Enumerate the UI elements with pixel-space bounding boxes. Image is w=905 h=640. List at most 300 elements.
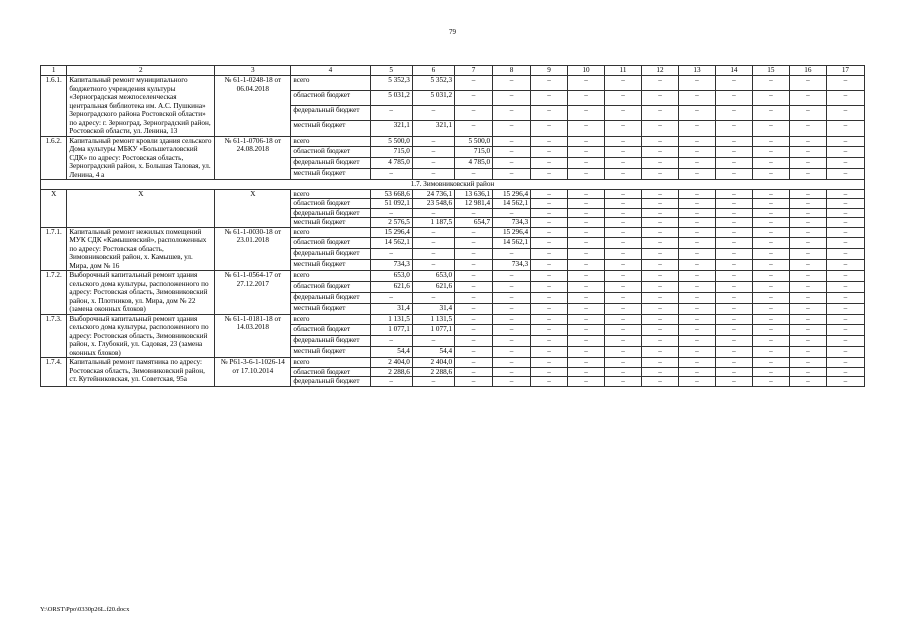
empty-cell: – (642, 147, 679, 158)
table-row (41, 314, 865, 325)
empty-cell: – (715, 314, 752, 325)
empty-cell: – (752, 314, 789, 325)
empty-cell: – (715, 260, 752, 271)
empty-cell: – (789, 303, 826, 314)
empty-cell: – (752, 238, 789, 249)
value-cell: – (493, 271, 531, 282)
empty-cell: – (715, 121, 752, 136)
section-row (41, 180, 865, 190)
value-cell: – (412, 336, 454, 347)
budget-label: всего (291, 358, 370, 368)
empty-cell: – (531, 147, 568, 158)
empty-cell: – (715, 208, 752, 218)
empty-cell: – (789, 238, 826, 249)
empty-cell: – (826, 271, 864, 282)
empty-cell: – (826, 347, 864, 358)
empty-cell: – (826, 238, 864, 249)
empty-cell: – (789, 208, 826, 218)
budget-label: всего (291, 227, 370, 238)
table-row (41, 358, 865, 368)
empty-cell: – (752, 336, 789, 347)
empty-cell: – (678, 336, 715, 347)
value-cell: 5 031,2 (370, 91, 412, 106)
value-cell: – (455, 271, 493, 282)
value-cell: – (370, 377, 412, 387)
empty-cell: – (826, 208, 864, 218)
empty-cell: – (568, 358, 605, 368)
header-cell: 13 (678, 66, 715, 76)
empty-cell: – (752, 218, 789, 228)
header-cell: 1 (41, 66, 67, 76)
empty-cell: – (605, 208, 642, 218)
value-cell: – (493, 91, 531, 106)
value-cell: – (455, 238, 493, 249)
value-cell: – (493, 347, 531, 358)
value-cell: 2 576,5 (370, 218, 412, 228)
value-cell: – (493, 208, 531, 218)
value-cell: 2 404,0 (370, 358, 412, 368)
empty-cell: – (678, 158, 715, 169)
empty-cell: – (789, 227, 826, 238)
value-cell: 5 352,3 (370, 76, 412, 91)
empty-cell: – (826, 358, 864, 368)
empty-cell: – (826, 281, 864, 292)
empty-cell: – (642, 281, 679, 292)
value-cell: 1 131,5 (412, 314, 454, 325)
value-cell: – (455, 377, 493, 387)
page-number: 79 (449, 28, 456, 36)
empty-cell: – (678, 325, 715, 336)
header-cell: 10 (568, 66, 605, 76)
value-cell: – (493, 281, 531, 292)
value-cell: – (455, 169, 493, 180)
value-cell: – (412, 169, 454, 180)
empty-cell: – (568, 303, 605, 314)
empty-cell: – (605, 169, 642, 180)
budget-label: всего (291, 189, 370, 199)
value-cell: 5 500,0 (455, 136, 493, 147)
empty-cell: – (752, 281, 789, 292)
value-cell: – (493, 147, 531, 158)
footer-path: Y:\ORST\Ppo\0330p26L.f20.docx (40, 606, 130, 613)
header-cell: 12 (642, 66, 679, 76)
empty-cell: – (752, 271, 789, 282)
empty-cell: – (568, 292, 605, 303)
header-cell: 3 (215, 66, 291, 76)
value-cell: 13 636,1 (455, 189, 493, 199)
empty-cell: – (752, 76, 789, 91)
empty-cell: – (752, 121, 789, 136)
empty-cell: – (568, 249, 605, 260)
empty-cell: – (826, 227, 864, 238)
empty-cell: – (605, 218, 642, 228)
empty-cell: – (752, 189, 789, 199)
value-cell: – (455, 336, 493, 347)
empty-cell: – (789, 292, 826, 303)
empty-cell: – (789, 314, 826, 325)
value-cell: – (455, 303, 493, 314)
value-cell: 51 092,1 (370, 199, 412, 209)
value-cell: – (493, 76, 531, 91)
budget-label: областной бюджет (291, 199, 370, 209)
budget-label: федеральный бюджет (291, 249, 370, 260)
budget-label: местный бюджет (291, 218, 370, 228)
value-cell: – (455, 227, 493, 238)
empty-cell: – (678, 367, 715, 377)
row-number: 1.6.1. (41, 76, 67, 137)
empty-cell: – (752, 358, 789, 368)
empty-cell: – (678, 189, 715, 199)
budget-label: областной бюджет (291, 281, 370, 292)
doc-reference: № Р61-3-6-1-1026-14 от 17.10.2014 (215, 358, 291, 387)
value-cell: – (412, 377, 454, 387)
empty-cell: – (715, 136, 752, 147)
budget-label: областной бюджет (291, 367, 370, 377)
empty-cell: – (826, 336, 864, 347)
empty-cell: – (605, 303, 642, 314)
value-cell: 24 736,1 (412, 189, 454, 199)
empty-cell: – (568, 91, 605, 106)
value-cell: 2 288,6 (370, 367, 412, 377)
empty-cell: – (605, 347, 642, 358)
empty-cell: – (678, 249, 715, 260)
value-cell: – (370, 249, 412, 260)
value-cell: 14 562,1 (370, 238, 412, 249)
value-cell: – (455, 91, 493, 106)
value-cell: – (412, 136, 454, 147)
empty-cell: – (789, 218, 826, 228)
value-cell: – (493, 106, 531, 121)
empty-cell: – (715, 325, 752, 336)
empty-cell: – (789, 249, 826, 260)
row-number: 1.7.4. (41, 358, 67, 387)
header-cell: 2 (67, 66, 215, 76)
empty-cell: – (568, 189, 605, 199)
empty-cell: – (826, 218, 864, 228)
empty-cell: – (789, 377, 826, 387)
value-cell: 321,1 (370, 121, 412, 136)
budget-label: федеральный бюджет (291, 208, 370, 218)
empty-cell: – (678, 76, 715, 91)
value-cell: 5 352,3 (412, 76, 454, 91)
header-cell: 7 (455, 66, 493, 76)
empty-cell: – (752, 367, 789, 377)
empty-cell: – (678, 227, 715, 238)
value-cell: – (412, 147, 454, 158)
empty-cell: – (715, 281, 752, 292)
value-cell: – (455, 260, 493, 271)
empty-cell: – (531, 208, 568, 218)
empty-cell: – (715, 358, 752, 368)
empty-cell: – (752, 325, 789, 336)
empty-cell: – (531, 158, 568, 169)
table-row (41, 136, 865, 147)
empty-cell: – (826, 91, 864, 106)
empty-cell: – (789, 169, 826, 180)
empty-cell: – (642, 158, 679, 169)
doc-reference: № 61-1-0181-18 от 14.03.2018 (215, 314, 291, 358)
empty-cell: – (642, 336, 679, 347)
value-cell: 715,0 (370, 147, 412, 158)
empty-cell: – (715, 249, 752, 260)
value-cell: 15 296,4 (493, 227, 531, 238)
header-cell: 11 (605, 66, 642, 76)
empty-cell: – (789, 147, 826, 158)
empty-cell: – (531, 367, 568, 377)
empty-cell: – (789, 76, 826, 91)
empty-cell: – (752, 303, 789, 314)
empty-cell: – (568, 147, 605, 158)
value-cell: – (412, 292, 454, 303)
value-cell: – (493, 325, 531, 336)
empty-cell: – (642, 121, 679, 136)
empty-cell: – (752, 249, 789, 260)
empty-cell: – (531, 121, 568, 136)
value-cell: – (412, 208, 454, 218)
value-cell: 5 500,0 (370, 136, 412, 147)
empty-cell: – (752, 260, 789, 271)
empty-cell: – (752, 208, 789, 218)
value-cell: – (455, 292, 493, 303)
budget-label: всего (291, 136, 370, 147)
empty-cell: – (642, 303, 679, 314)
empty-cell: – (642, 260, 679, 271)
value-cell: 1 187,5 (412, 218, 454, 228)
value-cell: 14 562,1 (493, 199, 531, 209)
value-cell: – (455, 281, 493, 292)
empty-cell: – (568, 336, 605, 347)
item-name: Капитальный ремонт муниципального бюджетного учреждения культуры «Зерноградская межпоселенческая центральная библиотека им. А.С. Пушкина» Зерноградского района Ростовской области» по адресу: г. Зерноград, Зерноградский район, Ростовской области, ул. Ленина, 13 (67, 76, 215, 137)
budget-label: местный бюджет (291, 303, 370, 314)
value-cell: – (370, 292, 412, 303)
empty-cell: – (826, 367, 864, 377)
empty-cell: – (642, 199, 679, 209)
budget-label: федеральный бюджет (291, 377, 370, 387)
empty-cell: – (678, 91, 715, 106)
empty-cell: – (715, 367, 752, 377)
empty-cell: – (605, 76, 642, 91)
empty-cell: – (789, 358, 826, 368)
empty-cell: – (715, 158, 752, 169)
empty-cell: – (826, 303, 864, 314)
empty-cell: – (568, 238, 605, 249)
empty-cell: – (826, 106, 864, 121)
value-cell: – (455, 208, 493, 218)
empty-cell: – (605, 367, 642, 377)
empty-cell: – (568, 271, 605, 282)
empty-cell: – (642, 271, 679, 282)
empty-cell: – (568, 76, 605, 91)
empty-cell: – (826, 121, 864, 136)
value-cell: 2 288,6 (412, 367, 454, 377)
value-cell: 4 785,0 (455, 158, 493, 169)
empty-cell: – (531, 238, 568, 249)
value-cell: – (455, 76, 493, 91)
empty-cell: – (826, 314, 864, 325)
empty-cell: – (789, 106, 826, 121)
empty-cell: – (568, 208, 605, 218)
empty-cell: – (531, 91, 568, 106)
value-cell: – (493, 358, 531, 368)
empty-cell: – (752, 227, 789, 238)
empty-cell: – (715, 227, 752, 238)
empty-cell: – (531, 218, 568, 228)
empty-cell: – (531, 249, 568, 260)
value-cell: 1 131,5 (370, 314, 412, 325)
header-cell: 14 (715, 66, 752, 76)
empty-cell: – (789, 325, 826, 336)
row-number: 1.7.2. (41, 271, 67, 315)
empty-cell: – (678, 281, 715, 292)
empty-cell: – (678, 271, 715, 282)
value-cell: 23 548,6 (412, 199, 454, 209)
empty-cell: – (715, 147, 752, 158)
row-number: 1.7.3. (41, 314, 67, 358)
empty-cell: – (568, 325, 605, 336)
empty-cell: – (752, 377, 789, 387)
value-cell: – (493, 292, 531, 303)
value-cell: – (412, 227, 454, 238)
value-cell: 2 404,0 (412, 358, 454, 368)
empty-cell: – (605, 189, 642, 199)
empty-cell: – (605, 249, 642, 260)
value-cell: 15 296,4 (370, 227, 412, 238)
budget-label: местный бюджет (291, 121, 370, 136)
empty-cell: – (531, 189, 568, 199)
empty-cell: – (789, 336, 826, 347)
empty-cell: – (678, 218, 715, 228)
empty-cell: – (568, 377, 605, 387)
empty-cell: – (605, 238, 642, 249)
empty-cell: – (642, 292, 679, 303)
empty-cell: – (531, 227, 568, 238)
value-cell: 54,4 (370, 347, 412, 358)
empty-cell: – (826, 147, 864, 158)
value-cell: – (412, 106, 454, 121)
empty-cell: – (568, 260, 605, 271)
budget-label: местный бюджет (291, 169, 370, 180)
empty-cell: – (715, 271, 752, 282)
empty-cell: – (678, 377, 715, 387)
empty-cell: – (789, 121, 826, 136)
value-cell: 4 785,0 (370, 158, 412, 169)
empty-cell: – (715, 199, 752, 209)
empty-cell: – (642, 249, 679, 260)
empty-cell: – (531, 169, 568, 180)
value-cell: 734,3 (493, 218, 531, 228)
empty-cell: – (568, 281, 605, 292)
empty-cell: – (678, 208, 715, 218)
doc-reference: № 61-1-0564-17 от 27.12.2017 (215, 271, 291, 315)
value-cell: – (455, 121, 493, 136)
empty-cell: – (568, 106, 605, 121)
value-cell: – (493, 169, 531, 180)
empty-cell: – (789, 281, 826, 292)
empty-cell: – (826, 76, 864, 91)
empty-cell: – (568, 347, 605, 358)
header-cell: 5 (370, 66, 412, 76)
empty-cell: – (642, 218, 679, 228)
table-row (41, 271, 865, 282)
header-row (41, 66, 865, 76)
value-cell: – (412, 238, 454, 249)
empty-cell: – (642, 314, 679, 325)
empty-cell: – (605, 199, 642, 209)
table-row (41, 189, 865, 199)
empty-cell: – (531, 281, 568, 292)
empty-cell: – (642, 347, 679, 358)
empty-cell: – (642, 325, 679, 336)
value-cell: 31,4 (412, 303, 454, 314)
item-name: Капитальный ремонт кровли здания сельского Дома культуры МБКУ «Большеталовский СДК» по адресу: Ростовская область, Зерноградский район, х. Большая Таловая, ул. Ленина, 4 а (67, 136, 215, 180)
row-number: 1.6.2. (41, 136, 67, 180)
empty-cell: – (715, 169, 752, 180)
empty-cell: – (605, 136, 642, 147)
empty-cell: – (826, 377, 864, 387)
empty-cell: – (715, 76, 752, 91)
empty-cell: – (752, 292, 789, 303)
header-cell: 4 (291, 66, 370, 76)
empty-cell: – (752, 106, 789, 121)
empty-cell: – (789, 158, 826, 169)
header-cell: 9 (531, 66, 568, 76)
empty-cell: – (642, 76, 679, 91)
budget-table (40, 65, 865, 387)
empty-cell: – (605, 158, 642, 169)
empty-cell: – (642, 169, 679, 180)
value-cell: 715,0 (455, 147, 493, 158)
empty-cell: – (826, 169, 864, 180)
value-cell: 621,6 (370, 281, 412, 292)
empty-cell: – (826, 325, 864, 336)
value-cell: 5 031,2 (412, 91, 454, 106)
empty-cell: – (605, 325, 642, 336)
empty-cell: – (568, 199, 605, 209)
empty-cell: – (531, 199, 568, 209)
value-cell: 14 562,1 (493, 238, 531, 249)
empty-cell: – (642, 358, 679, 368)
value-cell: – (493, 367, 531, 377)
value-cell: – (455, 106, 493, 121)
value-cell: – (493, 336, 531, 347)
empty-cell: – (568, 218, 605, 228)
value-cell: – (455, 367, 493, 377)
empty-cell: – (826, 158, 864, 169)
empty-cell: – (715, 91, 752, 106)
budget-label: всего (291, 314, 370, 325)
section-title: 1.7. Зимовниковский район (41, 180, 865, 190)
row-number: X (41, 189, 67, 227)
value-cell: 734,3 (493, 260, 531, 271)
value-cell: – (493, 303, 531, 314)
empty-cell: – (531, 76, 568, 91)
empty-cell: – (642, 136, 679, 147)
budget-label: федеральный бюджет (291, 292, 370, 303)
value-cell: – (370, 106, 412, 121)
value-cell: 54,4 (412, 347, 454, 358)
empty-cell: – (678, 136, 715, 147)
empty-cell: – (678, 147, 715, 158)
empty-cell: – (789, 91, 826, 106)
empty-cell: – (605, 91, 642, 106)
item-name: Капитальный ремонт нежилых помещений МУК СДК «Камышевский», расположенных по адресу: Ростовская область, Зимовниковский район, х. Камышев, ул. Мира, дом № 16 (67, 227, 215, 271)
empty-cell: – (642, 106, 679, 121)
empty-cell: – (715, 218, 752, 228)
value-cell: 15 296,4 (493, 189, 531, 199)
empty-cell: – (568, 136, 605, 147)
doc-reference: X (215, 189, 291, 227)
empty-cell: – (826, 189, 864, 199)
